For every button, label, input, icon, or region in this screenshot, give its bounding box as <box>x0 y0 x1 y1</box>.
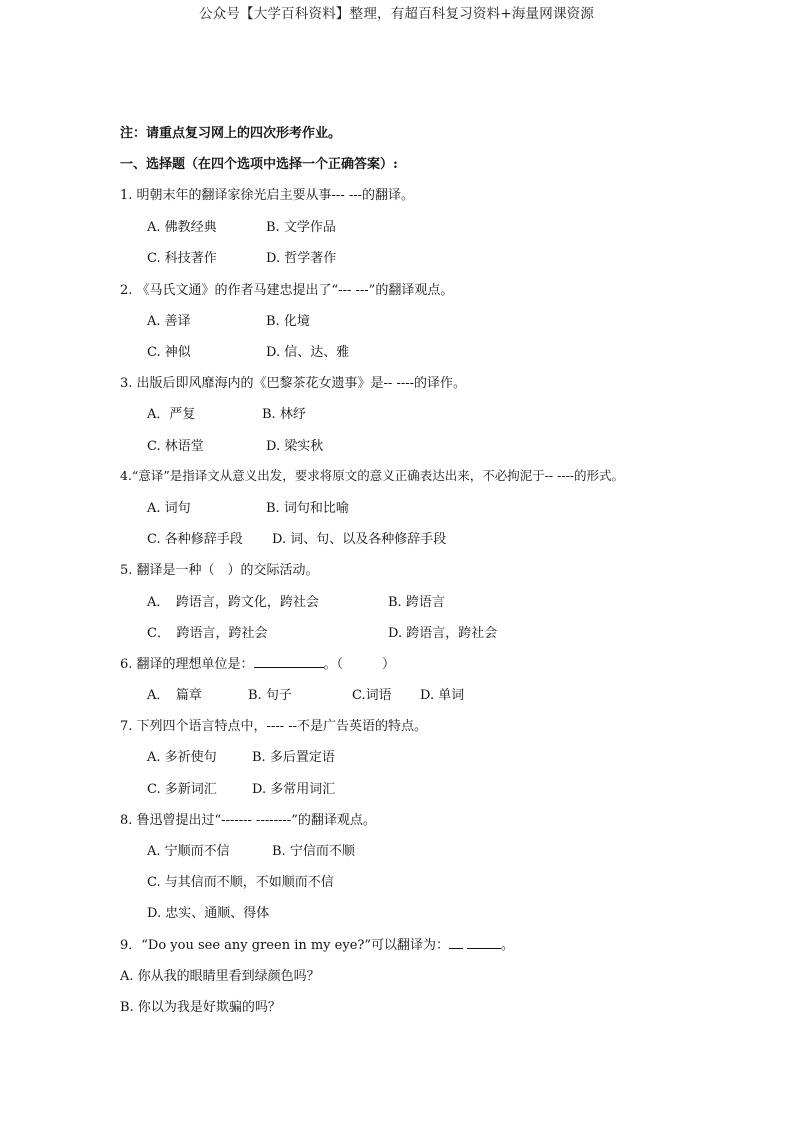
option-1a: A. 佛教经典 <box>147 220 217 235</box>
option-8d: D. 忠实、通顺、得体 <box>147 906 270 921</box>
option-6b: B. 句子 <box>248 688 292 703</box>
question-9-text: 9．“Do you see any green in my eye?”可以翻译为： <box>120 938 450 953</box>
section-title: 一、选择题（在四个选项中选择一个正确答案）: <box>120 157 398 172</box>
question-8: 8. 鲁迅曾提出过“------- --------”的翻译观点。 <box>120 813 376 828</box>
question-7: 7. 下列四个语言特点中，---- --不是广告英语的特点。 <box>120 719 428 734</box>
option-2b: B. 化境 <box>266 314 310 329</box>
question-4: 4.“意译”是指译文从意义出发，要求将原文的意义正确表达出来，不必拘泥于-- ----的形式。 <box>120 468 625 483</box>
question-9 <box>120 934 514 953</box>
option-1d: D. 哲学著作 <box>266 251 337 266</box>
option-8a: A. 宁顺而不信 <box>147 844 230 859</box>
study-note: 注：请重点复习网上的四次形考作业。 <box>120 126 342 141</box>
option-1b: B. 文学作品 <box>266 220 336 235</box>
option-4d: D. 词、句、以及各种修辞手段 <box>272 532 447 547</box>
option-3b: B. 林纾 <box>262 407 306 422</box>
option-6c: C.词语 <box>352 688 392 703</box>
option-3a: A．严复 <box>147 407 196 422</box>
answer-blank <box>254 655 324 668</box>
option-9a: A. 你从我的眼睛里看到绿颜色吗？ <box>120 969 320 984</box>
option-5c: C． 跨语言，跨社会 <box>147 626 268 641</box>
option-4a: A. 词句 <box>147 501 191 516</box>
question-1: 1. 明朝末年的翻译家徐光启主要从事--- ---的翻译。 <box>120 188 415 203</box>
option-9b: B. 你以为我是好欺骗的吗？ <box>120 1000 281 1015</box>
option-8c: C. 与其信而不顺，不如顺而不信 <box>147 875 334 890</box>
option-8b: B. 宁信而不顺 <box>272 844 355 859</box>
option-2c: C. 神似 <box>147 345 191 360</box>
answer-blank <box>467 936 501 949</box>
option-7c: C. 多新词汇 <box>147 782 217 797</box>
page-header: 公众号【大学百科资料】整理，有超百科复习资料+海量网课资源 <box>198 6 595 22</box>
option-4c: C. 各种修辞手段 <box>147 532 243 547</box>
option-7d: D. 多常用词汇 <box>252 782 336 797</box>
option-1c: C. 科技著作 <box>147 251 217 266</box>
option-5a: A． 跨语言，跨文化，跨社会 <box>147 595 319 610</box>
question-9-tail: 。 <box>501 938 515 953</box>
option-7b: B. 多后置定语 <box>252 750 335 765</box>
option-2a: A. 善译 <box>147 314 191 329</box>
option-5d: D. 跨语言，跨社会 <box>388 626 498 641</box>
question-5: 5. 翻译是一种（ ）的交际活动。 <box>120 563 319 578</box>
option-2d: D. 信、达、雅 <box>266 345 350 360</box>
option-5b: B. 跨语言 <box>388 595 445 610</box>
option-3c: C. 林语堂 <box>147 439 204 454</box>
question-2: 2. 《马氏文通》的作者马建忠提出了“--- ---”的翻译观点。 <box>120 283 454 298</box>
answer-blank <box>449 936 463 949</box>
option-7a: A. 多祈使句 <box>147 750 217 765</box>
question-6 <box>120 653 395 672</box>
question-6-text: 6. 翻译的理想单位是： <box>120 657 254 672</box>
question-3: 3. 出版后即风靡海内的《巴黎茶花女遗事》是-- ----的译作。 <box>120 376 467 391</box>
option-6d: D. 单词 <box>420 688 465 703</box>
option-4b: B. 词句和比喻 <box>266 501 349 516</box>
option-6a: A． 篇章 <box>147 688 202 703</box>
question-6-tail: 。（ ） <box>323 657 396 672</box>
option-3d: D. 梁实秋 <box>266 439 324 454</box>
